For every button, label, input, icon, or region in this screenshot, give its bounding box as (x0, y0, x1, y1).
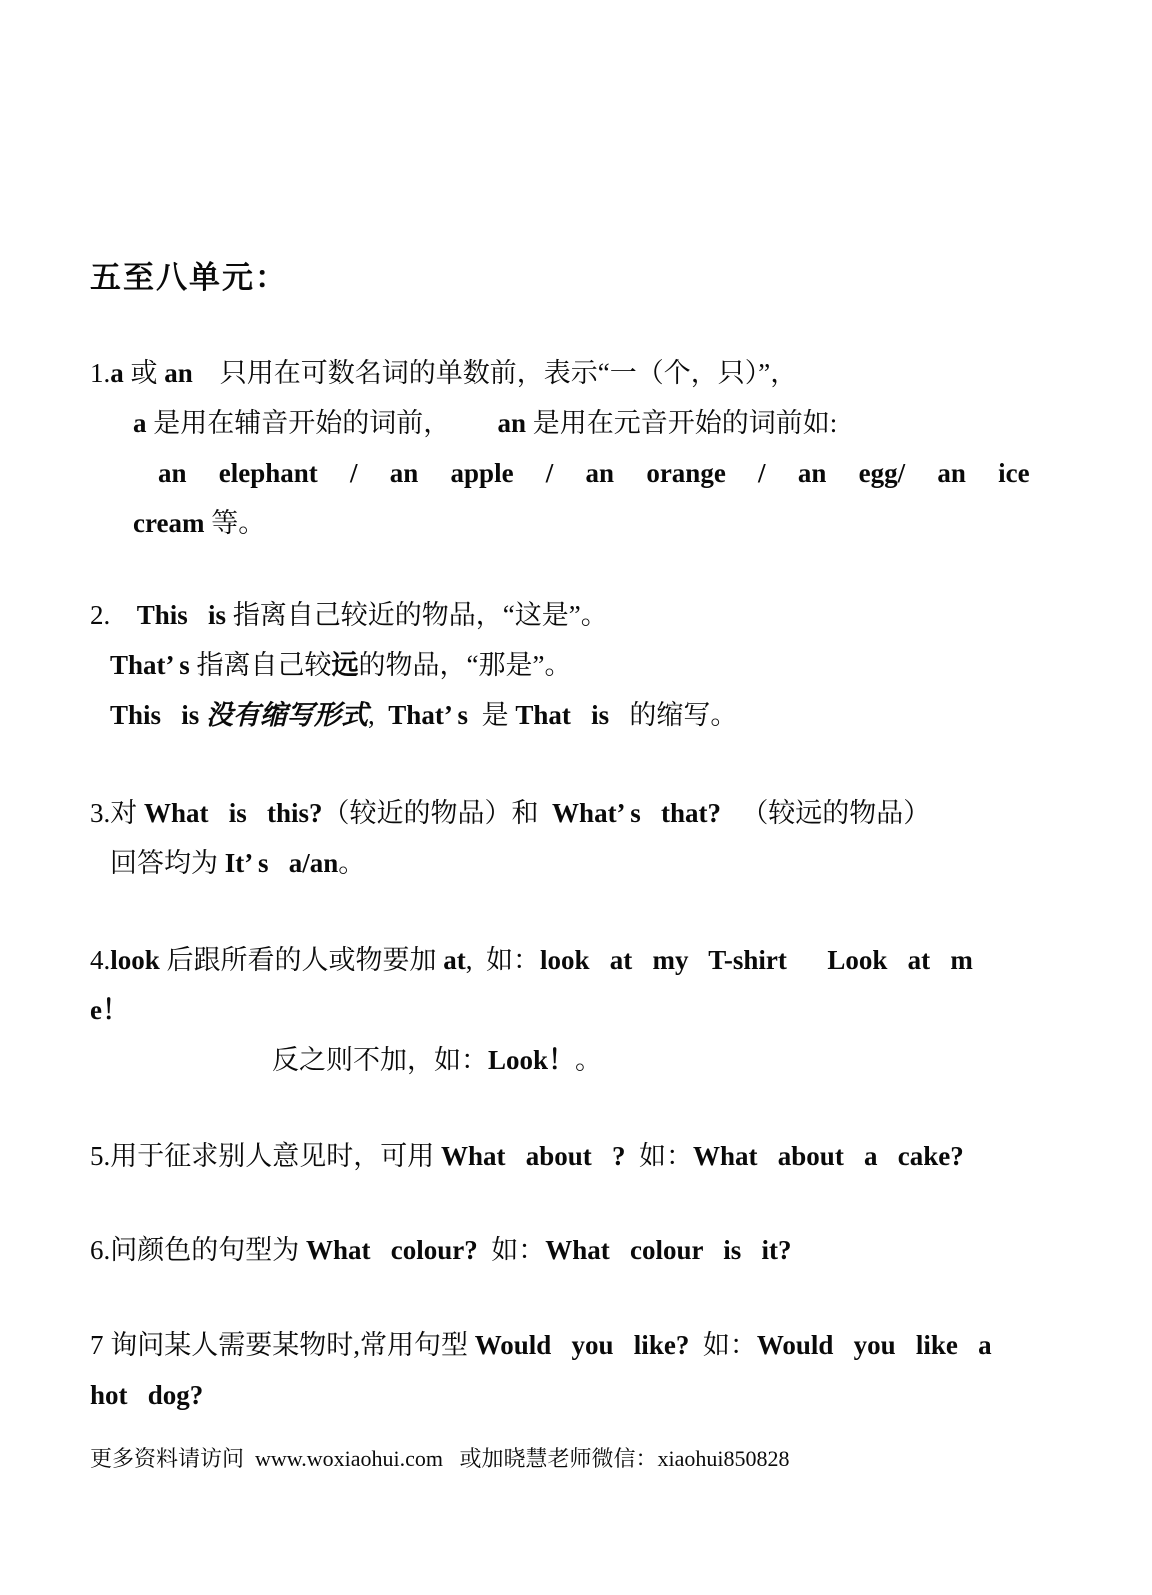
text-segment: an elephant / an apple / an orange / an egg/ an ice (158, 458, 1030, 488)
text-segment: 7 询问某人需要某物时,常用句型 (90, 1330, 475, 1360)
text-segment: That’ s (388, 700, 469, 730)
text-segment: What is this? (144, 798, 323, 828)
text-segment: 反之则不加，如： (272, 1045, 488, 1075)
text-segment: 1. (90, 358, 111, 388)
text-segment: What about ? (441, 1141, 626, 1171)
text-segment: , 如： (465, 945, 541, 975)
text-segment: 是 (468, 700, 516, 730)
text-segment: Would you like? (474, 1330, 690, 1360)
text-line (133, 398, 1066, 448)
text-segment: look at my T-shirt Look at m (540, 945, 973, 975)
text-segment: an (164, 358, 193, 388)
section-3 (90, 788, 1066, 888)
text-segment: 回答均为 (110, 848, 225, 878)
text-segment: an (497, 408, 527, 438)
text-segment: This is (110, 700, 207, 730)
text-segment: 6.问颜色的句型为 (90, 1235, 306, 1265)
section-4 (90, 935, 1066, 1085)
text-line (90, 348, 1066, 398)
text-segment: 的缩写。 (609, 700, 738, 730)
text-line (90, 788, 1066, 838)
text-segment: （较近的物品）和 (322, 798, 553, 828)
text-line (90, 985, 1066, 1035)
section-2 (90, 590, 1066, 740)
text-line (90, 1225, 1066, 1275)
section-7 (90, 1320, 1066, 1420)
text-segment: 远 (331, 650, 359, 680)
text-segment: 4. (90, 945, 111, 975)
text-line (90, 1131, 1066, 1181)
page-title: 五至八单元： (90, 260, 288, 295)
text-segment: 或 (123, 358, 165, 388)
text-line (90, 1370, 1066, 1420)
text-segment: What colour? (306, 1235, 478, 1265)
section-1 (90, 348, 1066, 548)
text-segment: cream (133, 508, 205, 538)
text-segment: at (443, 945, 466, 975)
text-segment: 。 (575, 1045, 603, 1075)
text-line (110, 640, 1066, 690)
text-segment: 没有缩写形式 (206, 700, 369, 730)
text-segment: a (110, 358, 124, 388)
text-segment: 是用在元音开始的词前如: (526, 408, 838, 438)
text-segment: 如： (625, 1141, 694, 1171)
section-5 (90, 1131, 1066, 1181)
text-segment: Would you like a (756, 1330, 992, 1360)
text-segment: That’ s (110, 650, 190, 680)
text-segment: 指离自己较 (189, 650, 332, 680)
text-segment: Look！ (488, 1045, 576, 1075)
text-line (90, 590, 1066, 640)
text-segment: 指离自己较近的物品，“这是”。 (226, 600, 608, 630)
text-segment: hot dog? (90, 1380, 204, 1410)
text-segment: 如： (477, 1235, 546, 1265)
text-segment: That is (515, 700, 610, 730)
text-segment: 5.用于征求别人意见时，可用 (90, 1141, 441, 1171)
text-line (158, 448, 1066, 498)
text-segment: What colour is it? (545, 1235, 792, 1265)
section-6 (90, 1225, 1066, 1275)
text-segment: 后跟所看的人或物要加 (159, 945, 444, 975)
text-segment: 3.对 (90, 798, 144, 828)
text-segment: What about a cake? (693, 1141, 964, 1171)
footer-note: 更多资料请访问 www.woxiaohui.com 或加晓慧老师微信：xiaohui850828 (90, 1446, 790, 1471)
text-line (272, 1035, 1066, 1085)
text-segment: 是用在辅音开始的词前， (146, 408, 498, 438)
text-segment: （较远的物品） (721, 798, 931, 828)
text-segment: 只用在可数名词的单数前，表示“一（个，只）”， (192, 358, 798, 388)
text-line (110, 690, 1066, 740)
text-segment: 等。 (204, 508, 266, 538)
text-segment: What’ s that? (552, 798, 722, 828)
text-line (90, 1320, 1066, 1370)
text-segment: 2. (90, 600, 111, 630)
text-segment: 如： (689, 1330, 757, 1360)
text-segment: It’ s a/an (224, 848, 339, 878)
text-line (133, 498, 1066, 548)
text-line (90, 935, 1066, 985)
text-segment: , (368, 700, 389, 730)
text-segment: look (110, 945, 160, 975)
text-segment: e！ (90, 995, 129, 1025)
text-segment: 的物品，“那是”。 (358, 650, 572, 680)
text-line (110, 838, 1066, 888)
text-segment: a (133, 408, 147, 438)
text-segment: 。 (338, 848, 366, 878)
text-segment: This is (110, 600, 227, 630)
